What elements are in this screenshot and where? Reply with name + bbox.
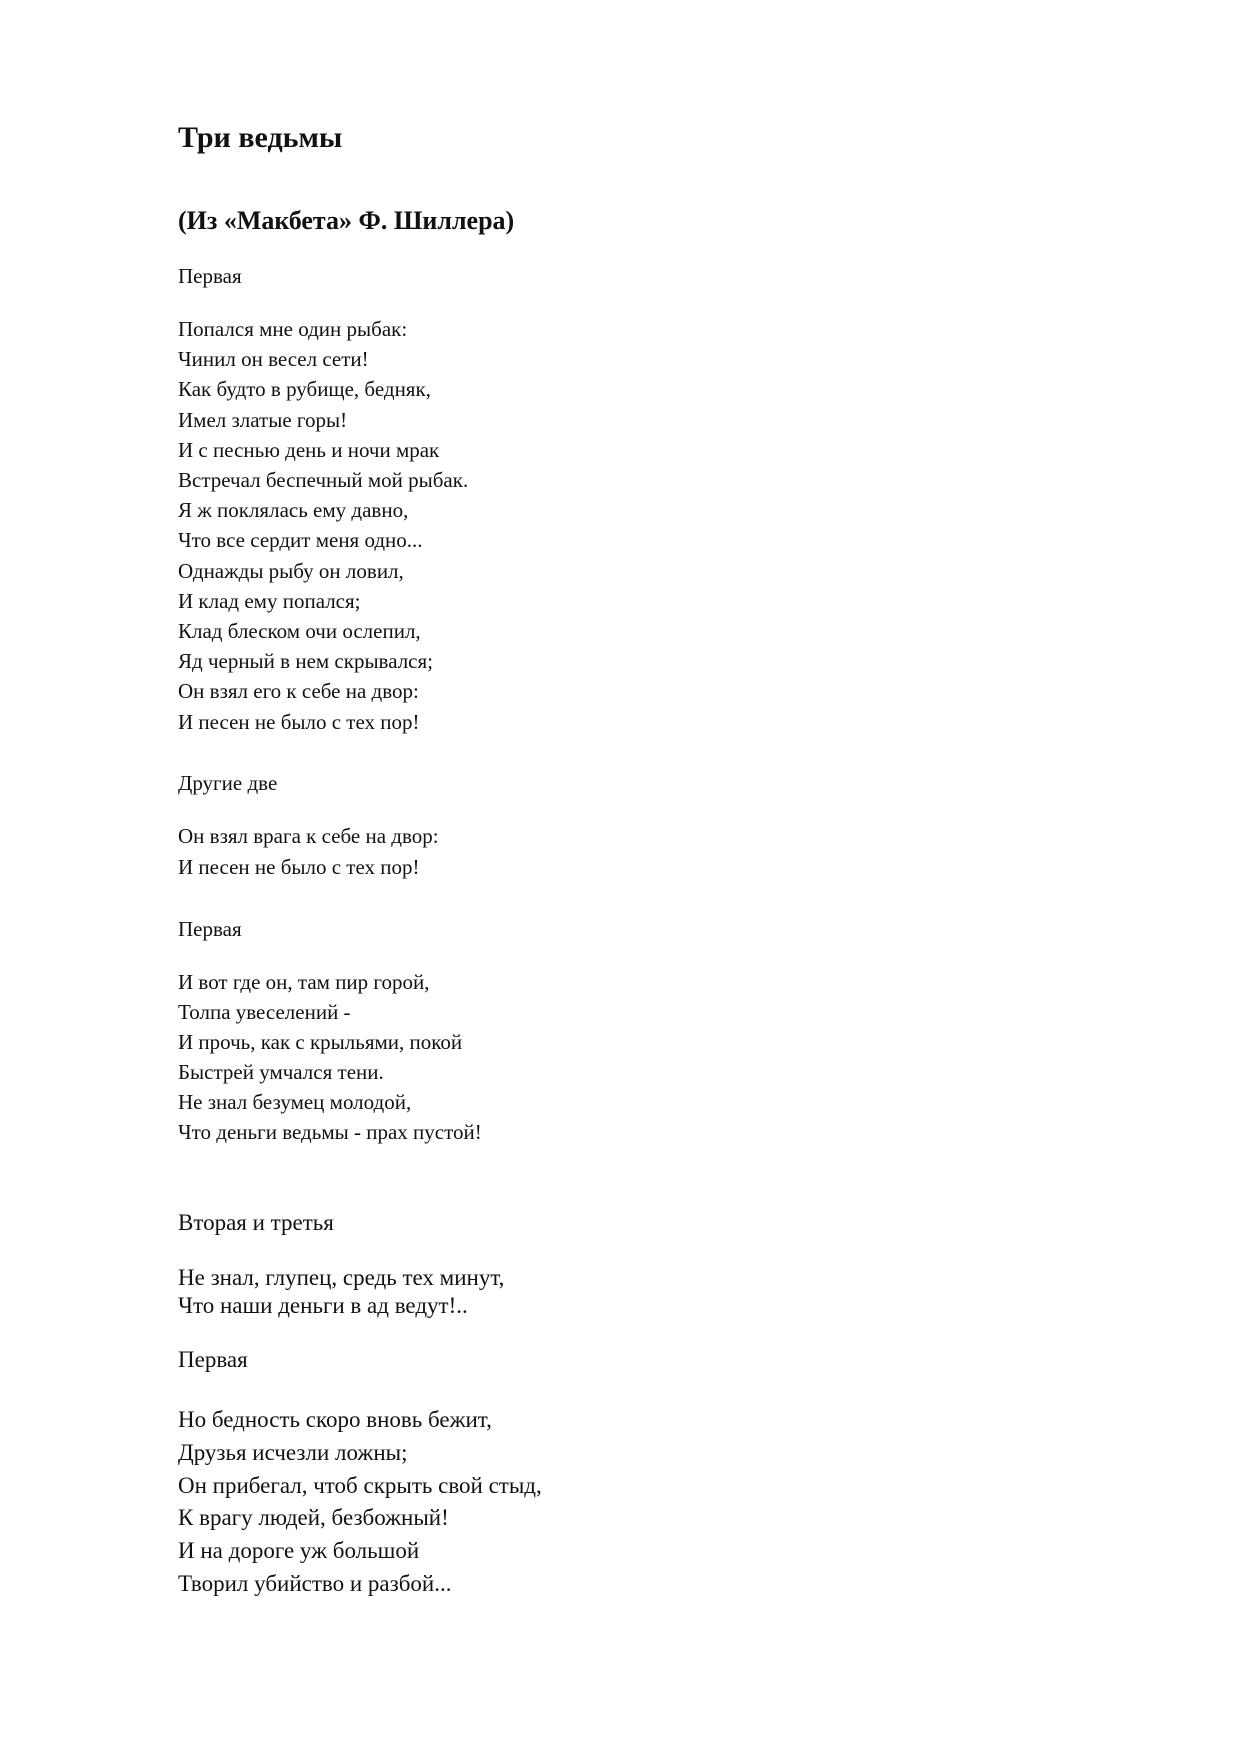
- stanza: [178, 967, 482, 1147]
- poem-line: Толпа увеселений -: [178, 1000, 351, 1024]
- poem-line: Чинил он весел сети!: [178, 347, 369, 372]
- poem-line: И песен не было с тех пор!: [178, 709, 420, 734]
- speaker-label: Первая: [178, 917, 242, 941]
- stanza: [178, 821, 439, 882]
- poem-line: Но бедность скоро вновь бежит,: [178, 1407, 492, 1432]
- poem-line: Попался мне один рыбак:: [178, 317, 408, 341]
- poem-line: Не знал безумец молодой,: [178, 1090, 412, 1114]
- poem-line: Что деньги ведьмы - прах пустой!: [178, 1120, 482, 1144]
- poem-line: Он взял его к себе на двор:: [178, 679, 419, 704]
- poem-line: Как будто в рубище, бедняк,: [178, 377, 431, 402]
- poem-line: К врагу людей, безбожный!: [178, 1505, 449, 1531]
- poem-line: Яд черный в нем скрывался;: [178, 649, 433, 674]
- poem-line: Клад блеском очи ослепил,: [178, 619, 421, 644]
- poem-line: И вот где он, там пир горой,: [178, 970, 430, 994]
- poem-subtitle: (Из «Макбета» Ф. Шиллера): [178, 206, 515, 235]
- poem-line: Что наши деньги в ад ведут!..: [178, 1293, 468, 1318]
- speaker-label: Первая: [178, 264, 242, 288]
- stanza: [178, 1264, 504, 1320]
- poem-line: И на дороге уж большой: [178, 1538, 420, 1564]
- poem-line: Однажды рыбу он ловил,: [178, 558, 404, 583]
- poem-line: Что все сердит меня одно...: [178, 528, 423, 553]
- stanza: [178, 1404, 542, 1601]
- poem-line: Он прибегал, чтоб скрыть свой стыд,: [178, 1472, 542, 1498]
- poem-line: Я ж поклялась ему давно,: [178, 498, 409, 523]
- poem-line: Друзья исчезли ложны;: [178, 1439, 408, 1465]
- poem-line: И с песнью день и ночи мрак: [178, 437, 440, 462]
- speaker-label: Другие две: [178, 771, 278, 795]
- poem-line: Не знал, глупец, средь тех минут,: [178, 1265, 505, 1290]
- poem-line: И песен не было с тех пор!: [178, 854, 420, 879]
- poem-line: Быстрей умчался тени.: [178, 1060, 384, 1084]
- speaker-label: Вторая и третья: [178, 1210, 334, 1235]
- poem-line: Имел златые горы!: [178, 407, 348, 432]
- poem-line: И клад ему попался;: [178, 588, 361, 613]
- poem-line: Творил убийство и разбой...: [178, 1570, 452, 1596]
- poem-title: Три ведьмы: [178, 121, 343, 154]
- poem-line: Встречал беспечный мой рыбак.: [178, 468, 469, 493]
- speaker-label: Первая: [178, 1347, 248, 1372]
- stanza: [178, 314, 468, 737]
- poem-line: Он взял врага к себе на двор:: [178, 824, 439, 848]
- poem-line: И прочь, как с крыльями, покой: [178, 1030, 463, 1054]
